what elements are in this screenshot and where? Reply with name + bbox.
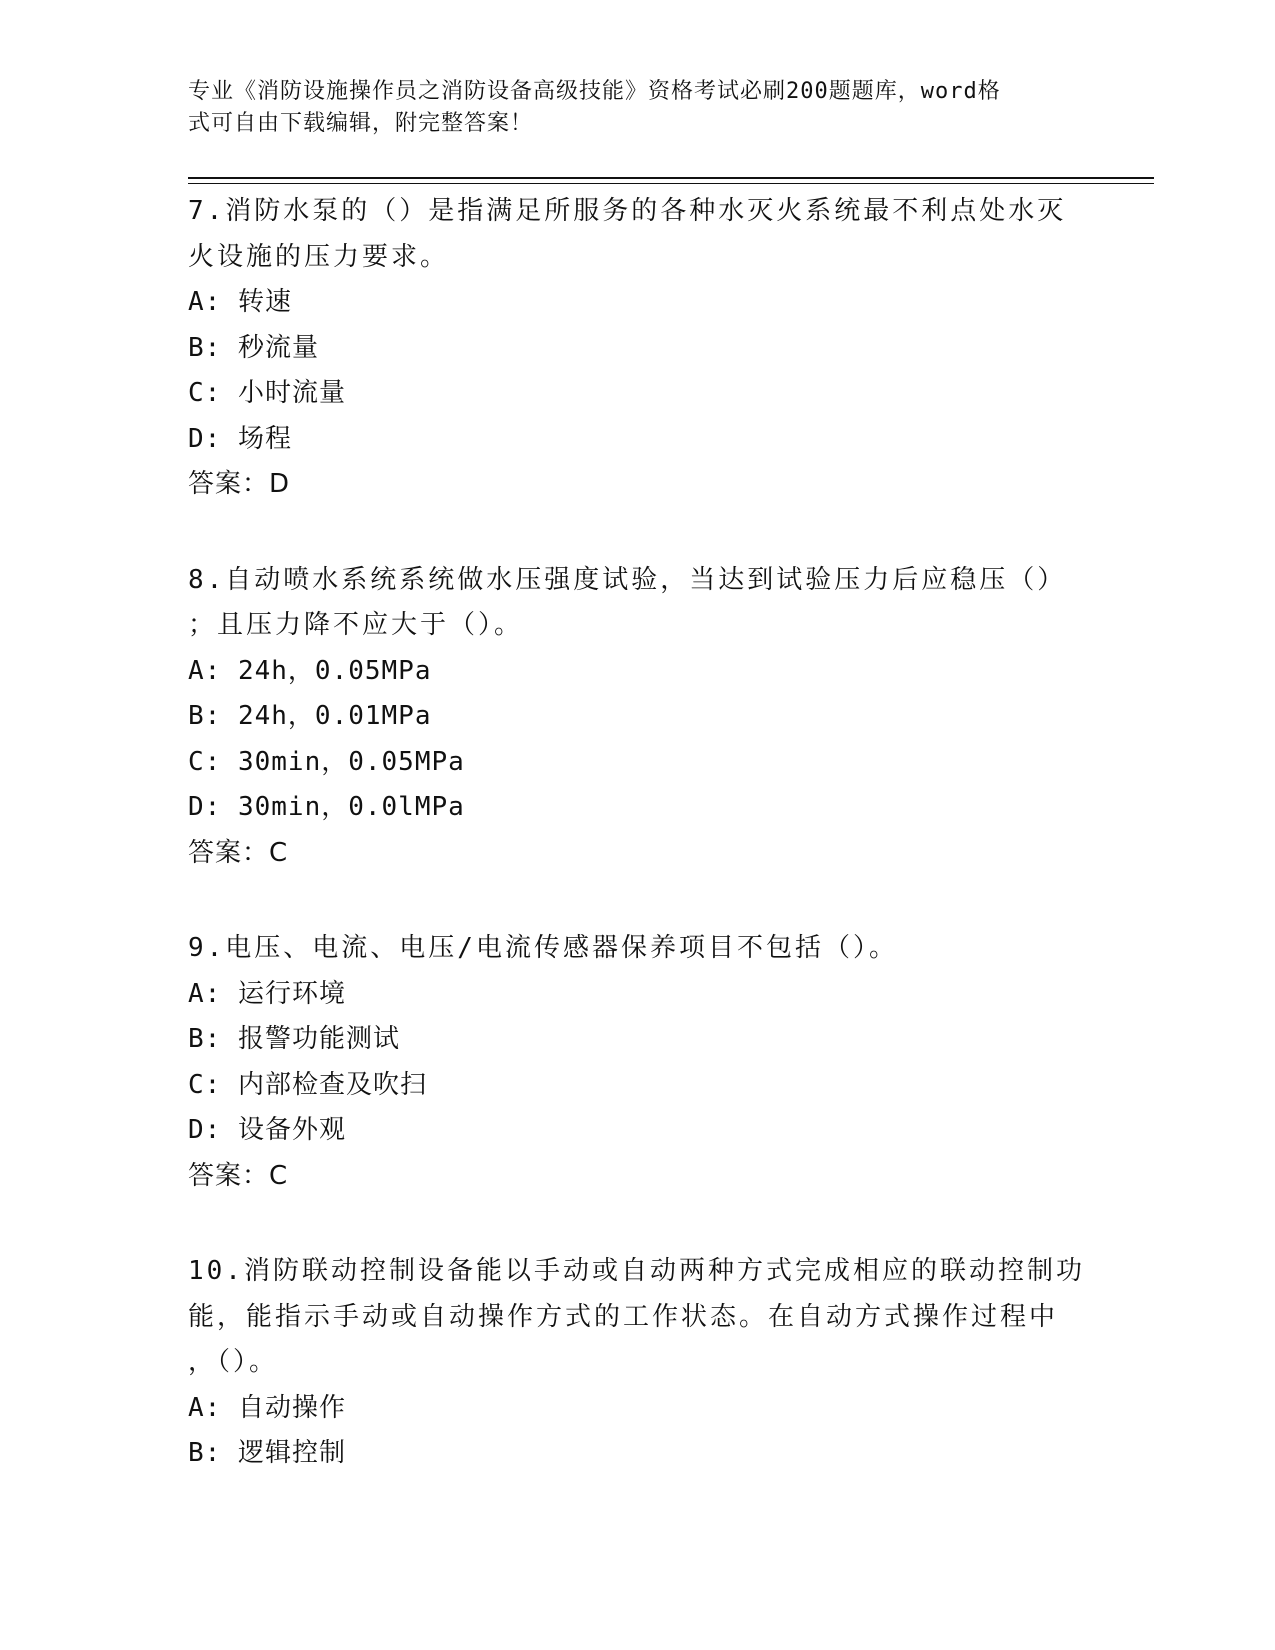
option-a: A: 自动操作 <box>188 1392 346 1423</box>
option-b: B: 秒流量 <box>188 332 319 363</box>
option-d: D: 设备外观 <box>188 1115 346 1145</box>
question-stem-line: 7.消防水泵的（）是指满足所服务的各种水灭火系统最不利点处水灭 <box>188 196 1067 226</box>
option-a: A: 转速 <box>188 287 292 317</box>
header-divider-thick <box>188 177 1154 179</box>
question-9 <box>188 926 1088 1199</box>
option-b: B: 逻辑控制 <box>188 1438 346 1468</box>
question-10 <box>188 1249 1088 1477</box>
answer: 答案：C <box>188 837 289 868</box>
question-stem-line: 10.消防联动控制设备能以手动或自动两种方式完成相应的联动控制功 <box>188 1256 1085 1286</box>
option-b: B: 报警功能测试 <box>188 1024 400 1054</box>
header-line-2: 式可自由下载编辑，附完整答案！ <box>188 111 534 136</box>
option-d: D: 场程 <box>188 423 292 454</box>
question-list <box>188 189 1088 1527</box>
option-c: C: 小时流量 <box>188 378 346 408</box>
question-8 <box>188 558 1088 877</box>
question-stem-line: 9.电压、电流、电压/电流传感器保养项目不包括（）。 <box>188 933 898 963</box>
question-stem-line: ，（）。 <box>188 1347 279 1377</box>
question-stem-line: 能，能指示手动或自动操作方式的工作状态。在自动方式操作过程中 <box>188 1301 1059 1332</box>
question-stem-line: 8.自动喷水系统系统做水压强度试验，当达到试验压力后应稳压（） <box>188 564 1067 595</box>
header-line-1: 专业《消防设施操作员之消防设备高级技能》资格考试必刷200题题库，word格 <box>188 79 1001 104</box>
answer: 答案：D <box>188 469 291 499</box>
option-c: C: 30min，0.05MPa <box>188 746 465 777</box>
option-a: A: 运行环境 <box>188 978 346 1009</box>
header-divider-thin <box>188 183 1154 184</box>
question-stem-line: 火设施的压力要求。 <box>188 241 450 272</box>
answer: 答案：C <box>188 1160 289 1191</box>
option-d: D: 30min，0.0lMPa <box>188 792 465 822</box>
option-b: B: 24h，0.01MPa <box>188 701 432 731</box>
option-a: A: 24h，0.05MPa <box>188 655 432 686</box>
question-stem-line: ；且压力降不应大于（）。 <box>188 610 524 640</box>
document-header <box>188 76 1088 140</box>
question-7 <box>188 189 1088 508</box>
option-c: C: 内部检查及吹扫 <box>188 1069 427 1100</box>
